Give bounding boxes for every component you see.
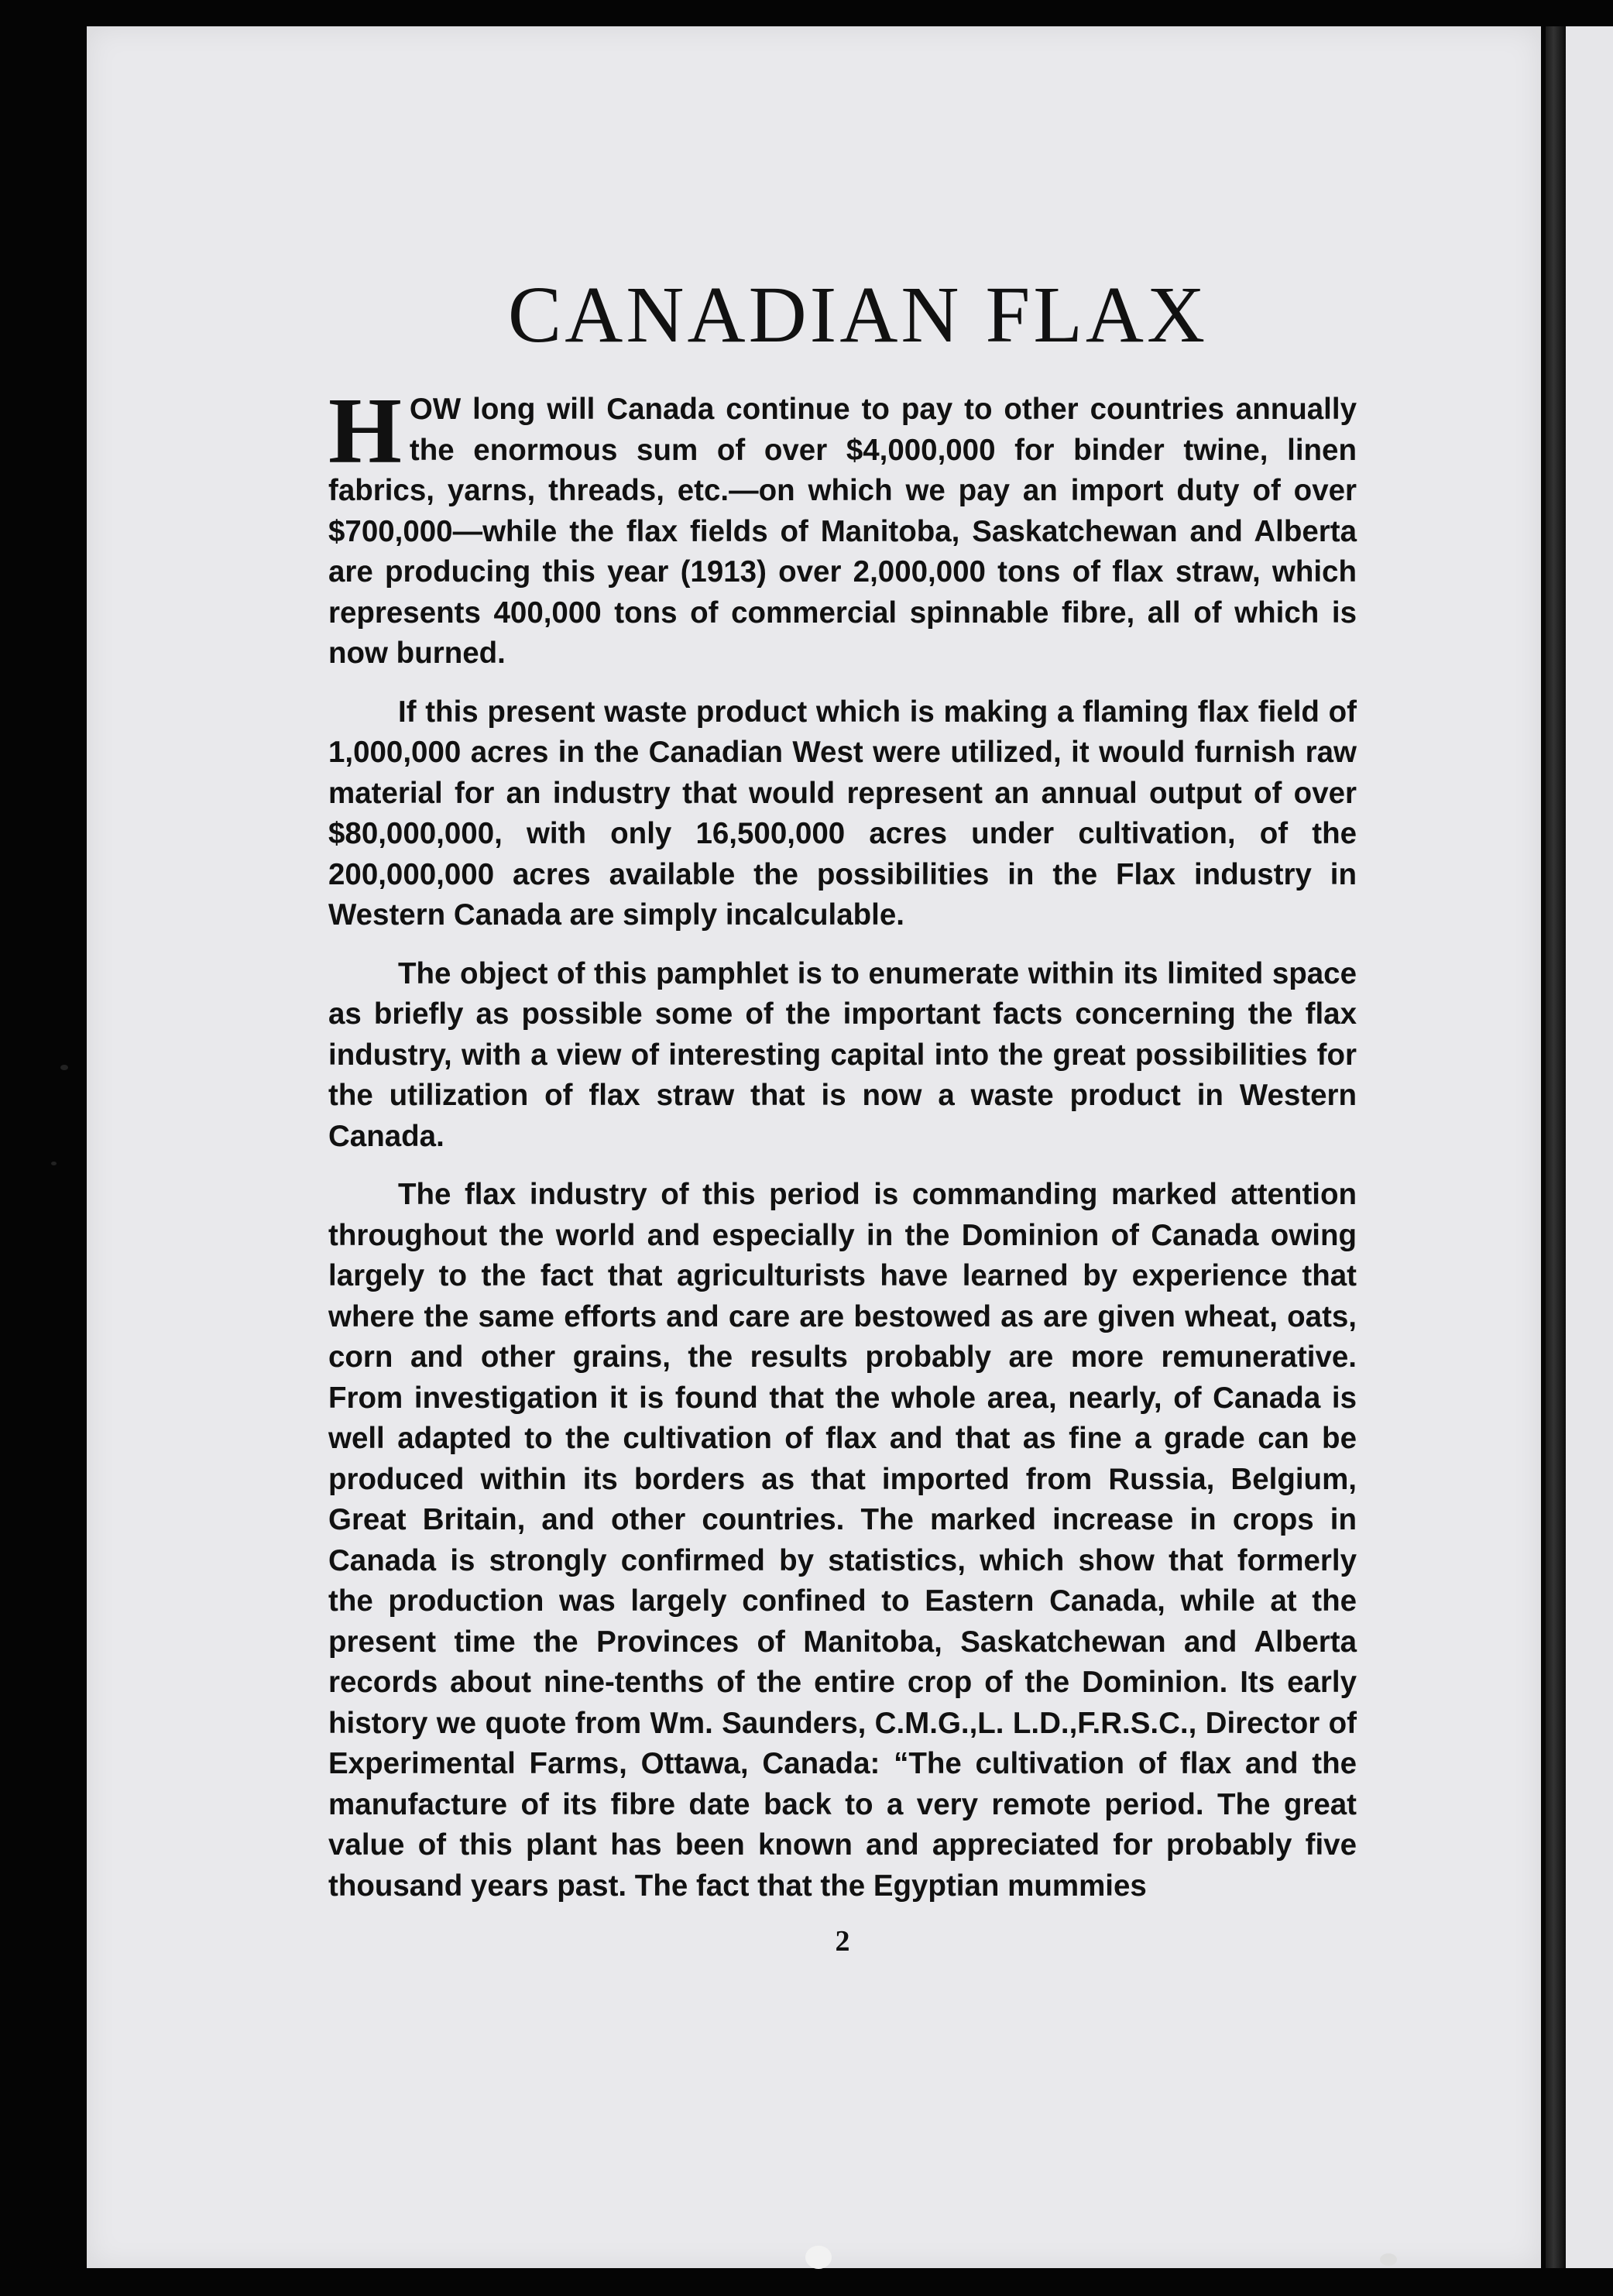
paragraph-2: If this present waste product which is making a flaming flax field of 1,000,000 acres in the Canadian West were utilized, it would furnish raw material for an industry that would represent an annual output of over $80,000,000, with only 16,500,000 acres under cultivation, of the 200,000,000 acres available the possibilities in the Flax industry in Western Canada are simply incalculable. [328,695,1357,932]
paragraph-4: The flax industry of this period is commanding marked attention throughout the world and especially in the Dominion of Canada owing largely to the fact that agriculturists have learned by experience that where the same efforts and care are bestowed as are given wheat, oats, corn and other grains, the results probably are more remunerative. From investigation it is found that the whole area, nearly, of Canada is well adapted to the cultivation of flax and that as fine a grade can be produced within its borders as that imported from Russia, Belgium, Great Britain, and other countries. The marked increase in crops in Canada is strongly confirmed by statistics, which show that formerly the production was largely confined to Eastern Canada, while at the present time the Provinces of Manitoba, Saskatchewan and Alberta records about nine-tenths of the entire crop of the Dominion. Its early history we quote from Wm. Saunders, C.M.G.,L. L.D.,F.R.S.C., Director of Experimental Farms, Ottawa, Canada: “The cultivation of flax and the manufacture of its fibre date back to a very remote period. The great value of this plant has been known and appreciated for probably five thousand years past. The fact that the Egyptian mummies [328,1178,1357,1903]
scan-speck [51,1162,57,1165]
paragraph-1 [328,379,1357,674]
page-number: 2 [835,1925,850,1958]
paragraph-3: The object of this pamphlet is to enumerate within its limited space as briefly as possible some of the important facts concerning the flax industry, with a view of interesting capital into the great possibilities for the utilization of flax straw that is now a waste product in Western Canada. [328,956,1357,1153]
paragraph-1-text: OW long will Canada continue to pay to other countries annually the enormous sum of over $4,000,000 for binder twine, linen fabrics, yarns, threads, etc.—on which we pay an import duty of over $700,000—while the flax fields of Manitoba, Saskatchewan and Alberta are producing this year (1913) over 2,000,000 tons of flax straw, which represents 400,000 tons of commercial spinnable fibre, all of which is now burned. [328,393,1357,670]
article-title: CANADIAN FLAX [507,270,1209,359]
page-fold [1546,26,1566,2268]
drop-cap: H [328,379,402,483]
article [328,270,1357,1958]
scan-speck [1380,2253,1397,2266]
scan-speck [60,1065,68,1070]
adjacent-page-edge [1566,26,1613,2268]
scan-speck [805,2246,832,2269]
